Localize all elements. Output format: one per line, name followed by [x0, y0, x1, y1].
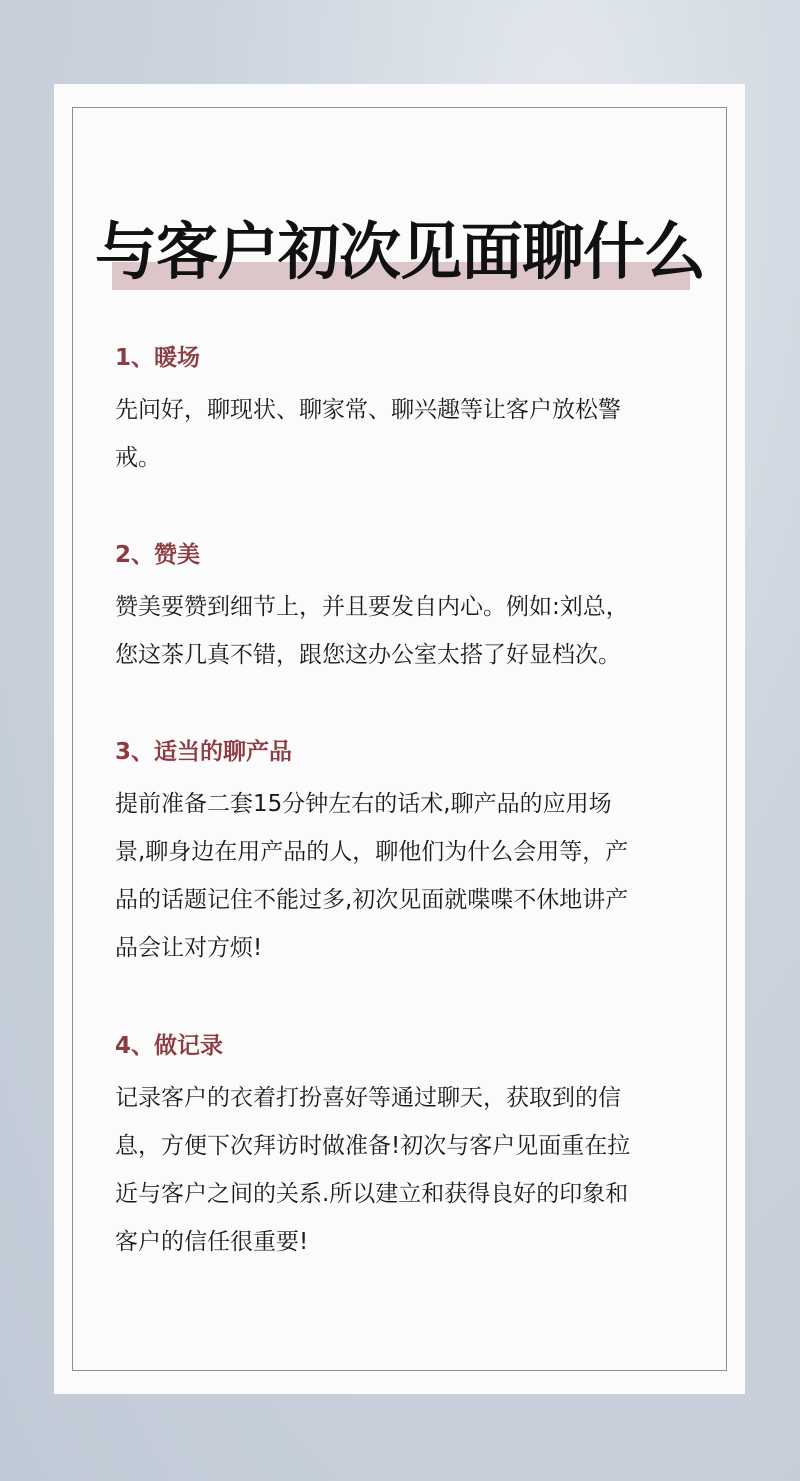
- section-heading: 2、赞美: [115, 542, 201, 568]
- body-line: 先问好，聊现状、聊家常、聊兴趣等让客户放松警: [115, 397, 621, 423]
- body-line: 您这茶几真不错，跟您这办公室太搭了好显档次。: [115, 642, 621, 668]
- body-line: 近与客户之间的关系.所以建立和获得良好的印象和: [115, 1181, 629, 1207]
- body-line: 品会让对方烦!: [115, 935, 263, 961]
- body-line: 景,聊身边在用产品的人，聊他们为什么会用等，产: [115, 839, 629, 865]
- body-line: 戒。: [115, 445, 161, 471]
- body-line: 提前准备二套15分钟左右的话术,聊产品的应用场: [115, 791, 612, 817]
- body-line: 记录客户的衣着打扮喜好等通过聊天，获取到的信: [115, 1085, 621, 1111]
- section-product: [115, 732, 715, 972]
- body-line: 赞美要赞到细节上，并且要发自内心。例如:刘总，: [115, 594, 629, 620]
- section-warmup: [115, 338, 715, 482]
- section-heading: 3、适当的聊产品: [115, 739, 293, 765]
- section-heading: 1、暖场: [115, 345, 201, 371]
- body-line: 客户的信任很重要!: [115, 1229, 309, 1255]
- body-line: 息，方便下次拜访时做准备!初次与客户见面重在拉: [115, 1133, 631, 1159]
- section-heading: 4、做记录: [115, 1033, 224, 1059]
- body-line: 品的话题记住不能过多,初次见面就喋喋不休地讲产: [115, 887, 629, 913]
- section-record: [115, 1026, 715, 1266]
- section-praise: [115, 535, 715, 679]
- page-title: 与客户初次见面聊什么: [94, 215, 705, 288]
